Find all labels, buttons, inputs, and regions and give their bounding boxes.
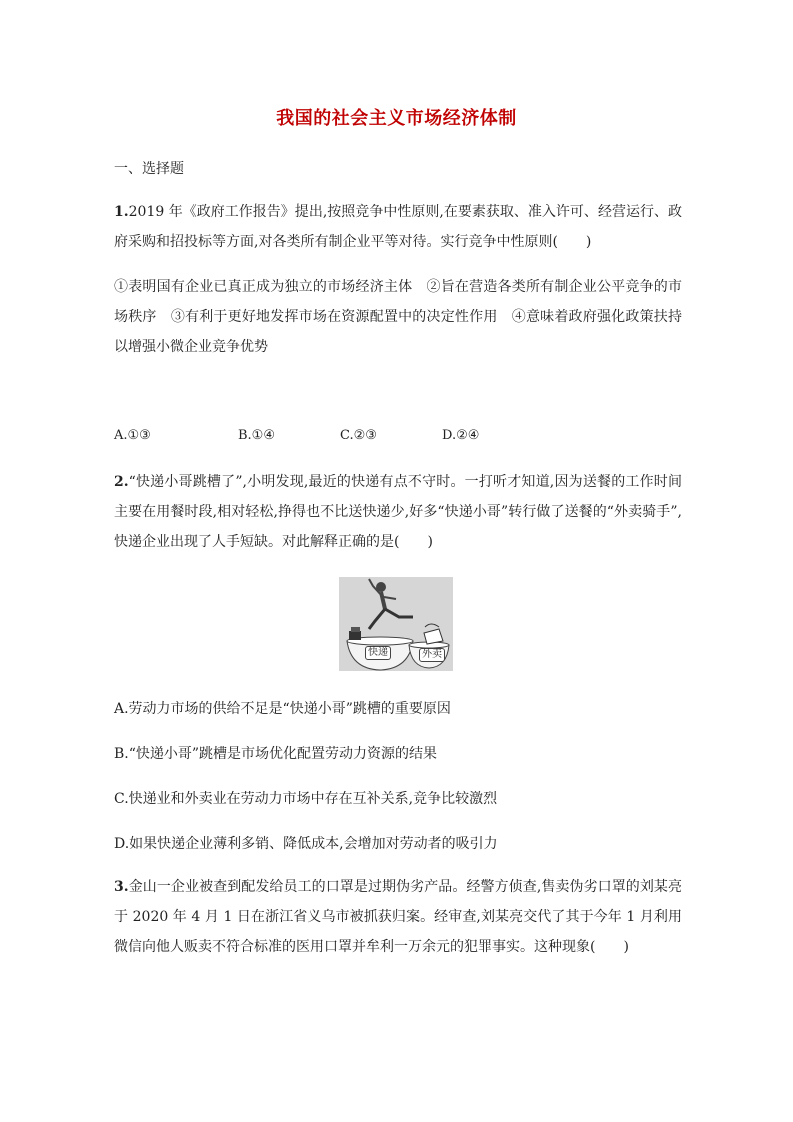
question-1-stem [114, 197, 682, 257]
question-1-option-b[interactable]: B.①④ [238, 428, 275, 443]
question-2-text: “快递小哥跳槽了”,小明发现,最近的快递有点不守时。一打听才知道,因为送餐的工作时间主要在用餐时段,相对轻松,挣得也不比送快递少,好多“快递小哥”转行做了送餐的“外卖骑手”,快递企业出现了人手短缺。对此解释正确的是( ) [114, 474, 682, 550]
question-2-option-c[interactable]: C.快递业和外卖业在劳动力市场中存在互补关系,竞争比较激烈 [114, 791, 498, 807]
question-3-text: 金山一企业被查到配发给员工的口罩是过期伪劣产品。经警方侦查,售卖伪劣口罩的刘某亮于 2020 年 4 月 1 日在浙江省义乌市被抓获归案。经审查,刘某亮交代了其于今年 1 月利用微信向他人贩卖不符合标准的医用口罩并牟利一万余元的犯罪事实。这种现象( ) [114, 879, 682, 955]
question-2-option-d[interactable]: D.如果快递企业薄利多销、降低成本,会增加对劳动者的吸引力 [114, 836, 498, 852]
question-2-option-b[interactable]: B.“快递小哥”跳槽是市场优化配置劳动力资源的结果 [114, 746, 438, 762]
question-1-option-c[interactable]: C.②③ [340, 428, 377, 443]
section-heading: 一、选择题 [114, 161, 184, 177]
question-2-option-a[interactable]: A.劳动力市场的供给不足是“快递小哥”跳槽的重要原因 [114, 701, 451, 717]
question-1-statements: ①表明国有企业已真正成为独立的市场经济主体 ②旨在营造各类所有制企业公平竞争的市场秩序 ③有利于更好地发挥市场在资源配置中的决定性作用 ④意味着政府强化政策扶持以增强小微企业竞争优势 [114, 279, 682, 355]
question-2-stem [114, 467, 682, 557]
question-1-option-d[interactable]: D.②④ [442, 428, 480, 443]
question-3-number: 3. [114, 879, 129, 895]
figure-label-takeout: 外卖 [419, 648, 445, 662]
question-1-options [114, 428, 614, 448]
figure-label-express: 快递 [365, 646, 391, 660]
question-1-option-a[interactable]: A.①③ [114, 428, 151, 443]
document-title: 我国的社会主义市场经济体制 [276, 108, 517, 129]
question-3-stem [114, 872, 682, 962]
question-1-number: 1. [114, 204, 129, 220]
question-2-number: 2. [114, 474, 129, 490]
courier-jumping-illustration [339, 577, 453, 671]
question-1-text: 2019 年《政府工作报告》提出,按照竞争中性原则,在要素获取、准入许可、经营运行、政府采购和招投标等方面,对各类所有制企业平等对待。实行竞争中性原则( ) [114, 204, 682, 250]
